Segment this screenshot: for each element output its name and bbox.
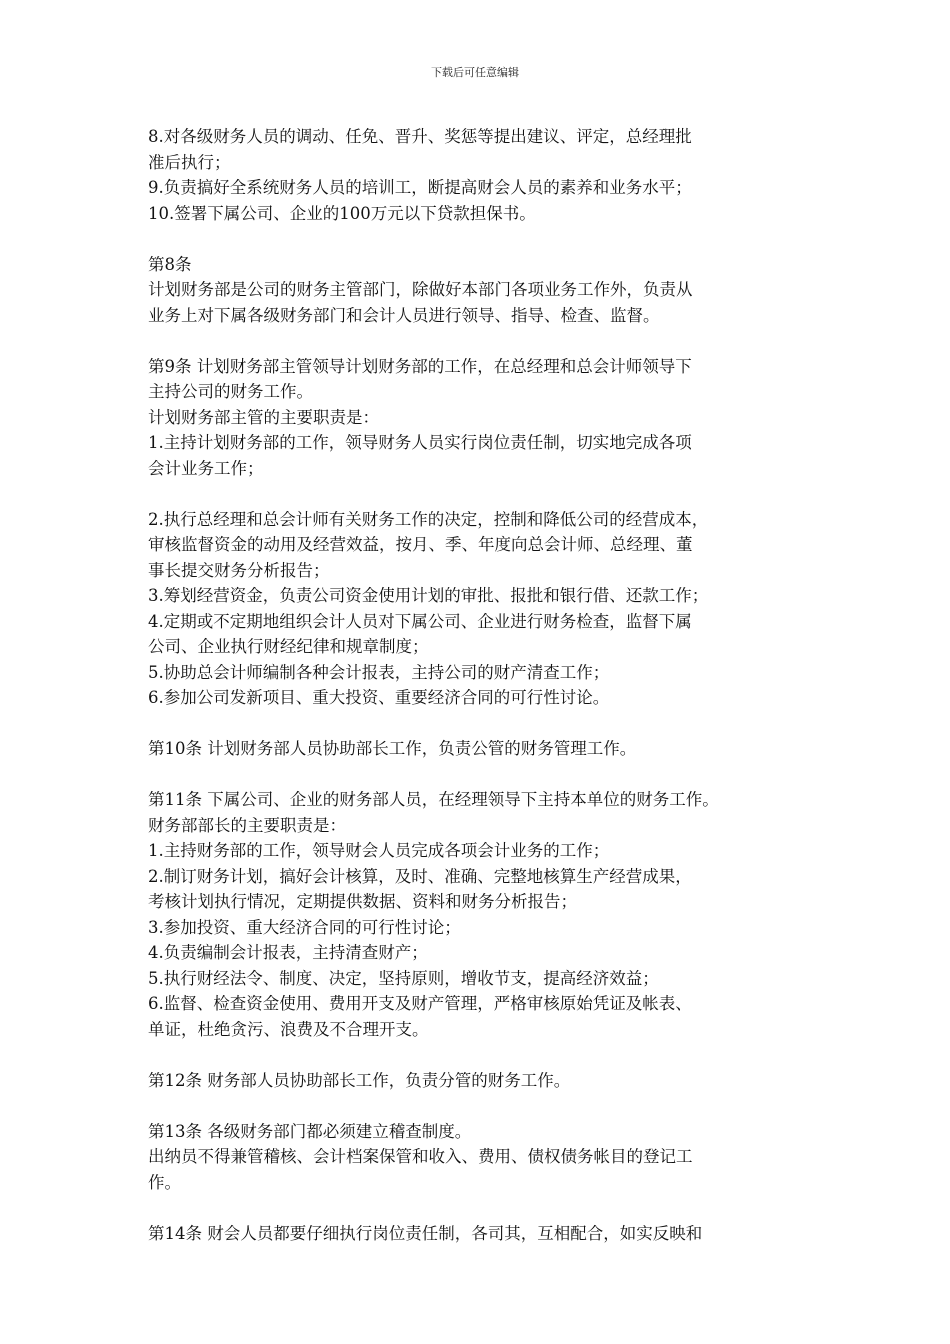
text-line: 出纳员不得兼管稽核、会计档案保管和收入、费用、债权债务帐目的登记工 (148, 1147, 693, 1166)
text-line: 准后执行； (148, 152, 231, 172)
text-line: 2.执行总经理和总会计师有关财务工作的决定，控制和降低公司的经营成本， (148, 509, 709, 529)
text-line: 4.定期或不定期地组织会计人员对下属公司、企业进行财务检查，监督下属 (148, 611, 692, 631)
paragraph-gap (148, 1042, 908, 1068)
text-line: 第10条 计划财务部人员协助部长工作，负责公管的财务管理工作。 (148, 739, 637, 758)
text-line: 6.监督、检查资金使用、费用开支及财产管理，严格审核原始凭证及帐表、 (148, 994, 692, 1013)
text-line: 事长提交财务分析报告； (148, 560, 330, 580)
text-line: 6.参加公司发新项目、重大投资、重要经济合同的可行性讨论。 (148, 688, 610, 707)
paragraph (148, 736, 908, 762)
text-line: 5.协助总会计师编制各种会计报表，主持公司的财产清查工作； (148, 662, 610, 682)
text-line: 会计业务工作； (148, 458, 264, 478)
text-line: 审核监督资金的动用及经营效益，按月、季、年度向总会计师、总经理、董 (148, 535, 693, 554)
text-line: 业务上对下属各级财务部门和会计人员进行领导、指导、检查、监督。 (148, 305, 660, 325)
text-line: 5.执行财经法令、制度、决定，坚持原则，增收节支，提高经济效益； (148, 968, 659, 988)
text-line: 考核计划执行情况，定期提供数据、资料和财务分析报告； (148, 892, 577, 911)
text-line: 3.参加投资、重大经济合同的可行性讨论； (148, 917, 461, 937)
paragraph-gap (148, 711, 908, 737)
text-line: 第12条 财务部人员协助部长工作，负责分管的财务工作。 (148, 1070, 571, 1090)
document-body (148, 124, 908, 1246)
text-line: 2.制订财务计划，搞好会计核算，及时、准确、完整地核算生产经营成果， (148, 866, 692, 886)
text-line: 3.筹划经营资金，负责公司资金使用计划的审批、报批和银行借、还款工作； (148, 586, 709, 605)
paragraph (148, 787, 908, 1042)
text-line: 1.主持计划财务部的工作，领导财务人员实行岗位责任制，切实地完成各项 (148, 433, 692, 452)
paragraph (148, 252, 908, 329)
paragraph-gap (148, 481, 908, 507)
paragraph-gap (148, 1195, 908, 1221)
paragraph (148, 354, 908, 482)
paragraph-gap (148, 226, 908, 252)
paragraph (148, 1068, 908, 1094)
text-line: 计划财务部主管的主要职责是： (148, 407, 379, 427)
text-line: 作。 (148, 1172, 181, 1192)
text-line: 计划财务部是公司的财务主管部门，除做好本部门各项业务工作外，负责从 (148, 280, 693, 299)
text-line: 主持公司的财务工作。 (148, 382, 313, 401)
text-line: 9.负责搞好全系统财务人员的培训工，断提高财会人员的素养和业务水平； (148, 178, 692, 197)
text-line: 第9条 计划财务部主管领导计划财务部的工作，在总经理和总会计师领导下 (148, 356, 692, 376)
paragraph (148, 124, 908, 226)
text-line: 单证，杜绝贪污、浪费及不合理开支。 (148, 1019, 429, 1039)
paragraph (148, 507, 908, 711)
text-line: 10.签署下属公司、企业的100万元以下贷款担保书。 (148, 203, 536, 223)
text-line: 第11条 下属公司、企业的财务部人员，在经理领导下主持本单位的财务工作。 (148, 790, 719, 809)
text-line: 公司、企业执行财经纪律和规章制度； (148, 637, 429, 656)
text-line: 第14条 财会人员都要仔细执行岗位责任制，各司其，互相配合，如实反映和 (148, 1223, 703, 1243)
page-header-note: 下载后可任意编辑 (431, 66, 519, 79)
paragraph-gap (148, 1093, 908, 1119)
paragraph (148, 1119, 908, 1196)
text-line: 1.主持财务部的工作，领导财会人员完成各项会计业务的工作； (148, 841, 610, 860)
text-line: 4.负责编制会计报表，主持清查财产； (148, 943, 428, 962)
text-line: 财务部部长的主要职责是： (148, 815, 346, 835)
paragraph (148, 1221, 908, 1247)
text-line: 第13条 各级财务部门都必须建立稽查制度。 (148, 1121, 472, 1141)
paragraph-gap (148, 328, 908, 354)
text-line: 8.对各级财务人员的调动、任免、晋升、奖惩等提出建议、评定，总经理批 (148, 127, 692, 146)
text-line: 第8条 (148, 254, 192, 274)
paragraph-gap (148, 762, 908, 788)
